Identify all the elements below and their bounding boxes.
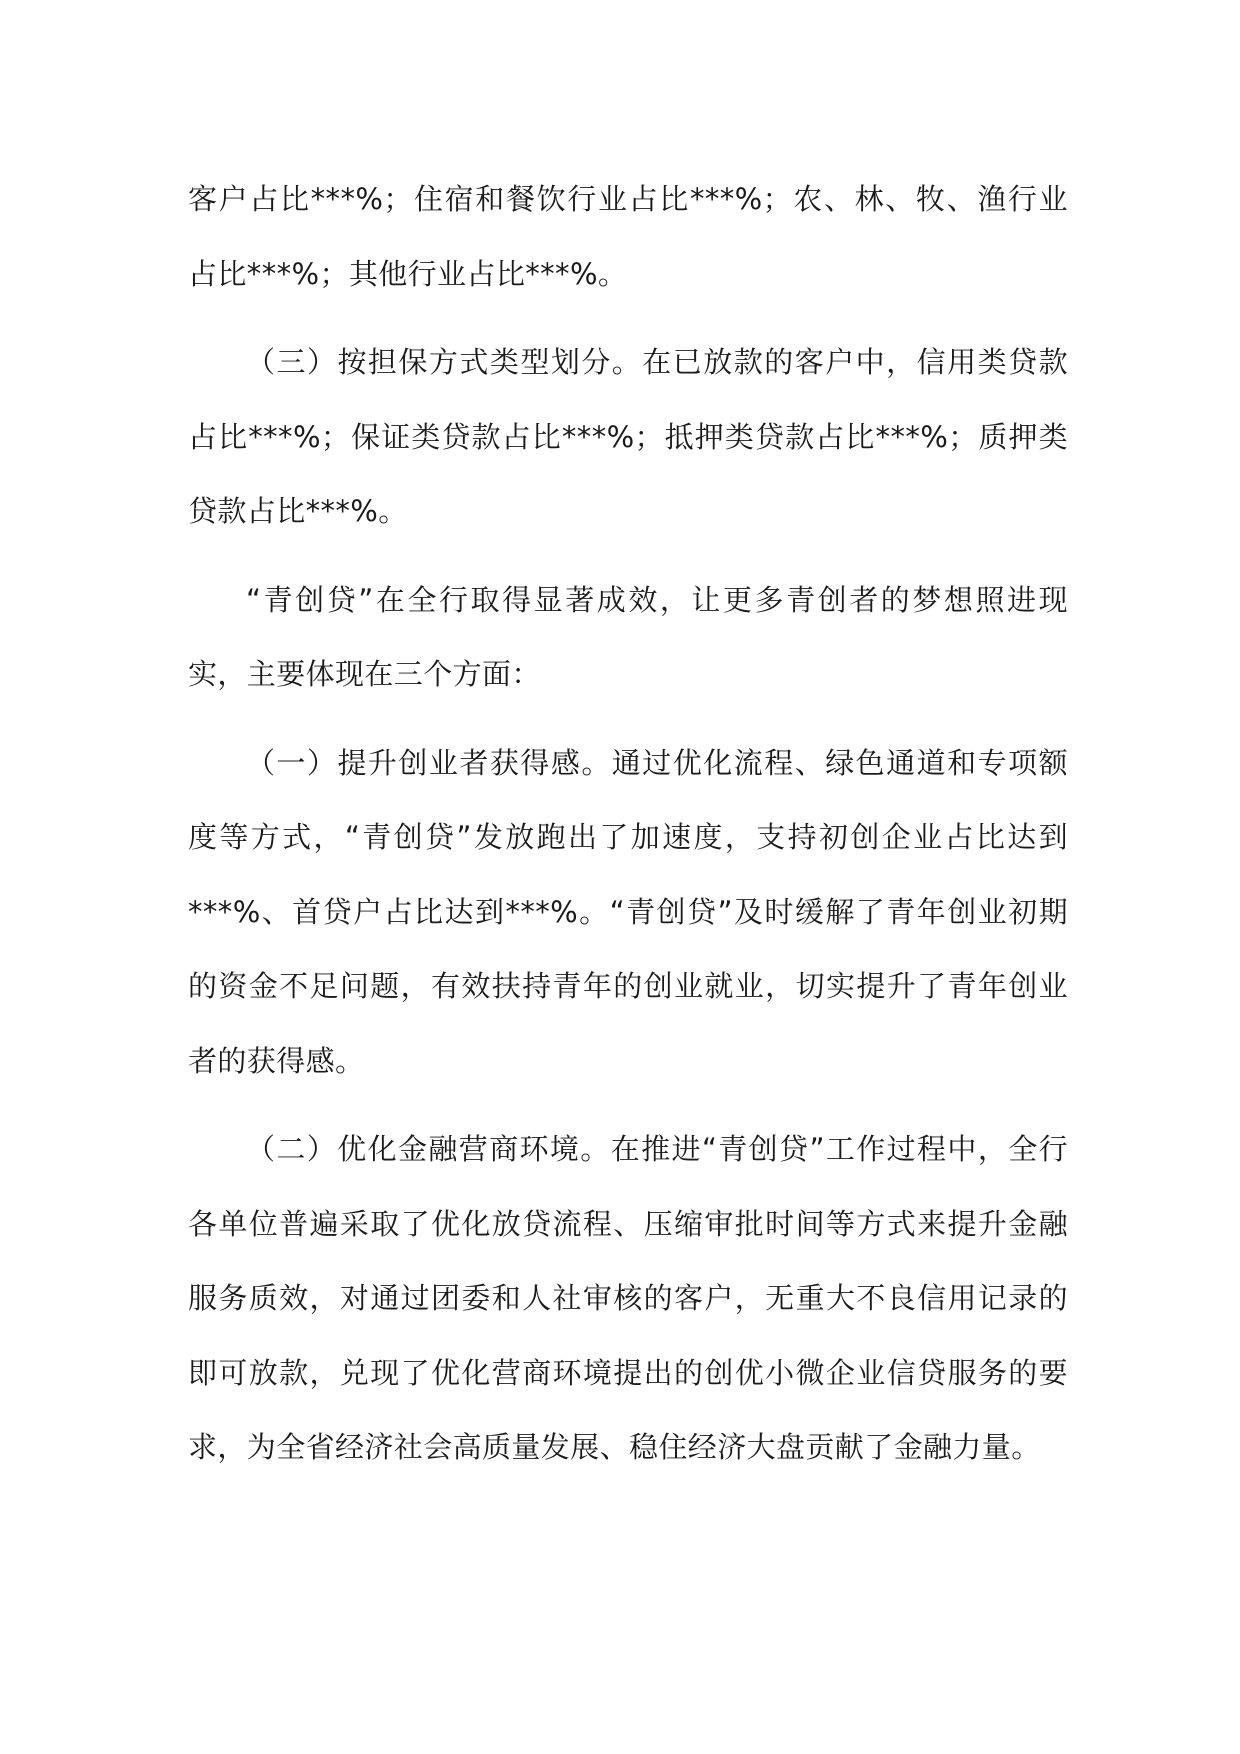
paragraph-business-environment: （二）优化金融营商环境。在推进“青创贷”工作过程中，全行各单位普遍采取了优化放贷流程、压缩审批时间等方式来提升金融服务质效，对通过团委和人社审核的客户，无重大不良信用记录的即可放款，兑现了优化营商环境提出的创优小微企业信贷服务的要求，为全省经济社会高质量发展、稳住经济大盘贡献了金融力量。 bbox=[188, 1132, 1068, 1464]
paragraph-results-intro: “青创贷”在全行取得显著成效，让更多青创者的梦想照进现实，主要体现在三个方面： bbox=[188, 582, 1068, 691]
paragraph-industry-continuation: 客户占比***%；住宿和餐饮行业占比***%；农、林、牧、渔行业占比***%；其他行业占比***%。 bbox=[188, 182, 1068, 291]
paragraph-entrepreneur-gain: （一）提升创业者获得感。通过优化流程、绿色通道和专项额度等方式，“青创贷”发放跑出了加速度，支持初创企业占比达到***%、首贷户占比达到***%。“青创贷”及时缓解了青年创业初期的资金不足问题，有效扶持青年的创业就业，切实提升了青年创业者的获得感。 bbox=[188, 745, 1068, 1078]
document-body bbox=[188, 162, 1068, 1485]
paragraph-guarantee-type: （三）按担保方式类型划分。在已放款的客户中，信用类贷款占比***%；保证类贷款占比***%；抵押类贷款占比***%；质押类贷款占比***%。 bbox=[188, 345, 1068, 528]
